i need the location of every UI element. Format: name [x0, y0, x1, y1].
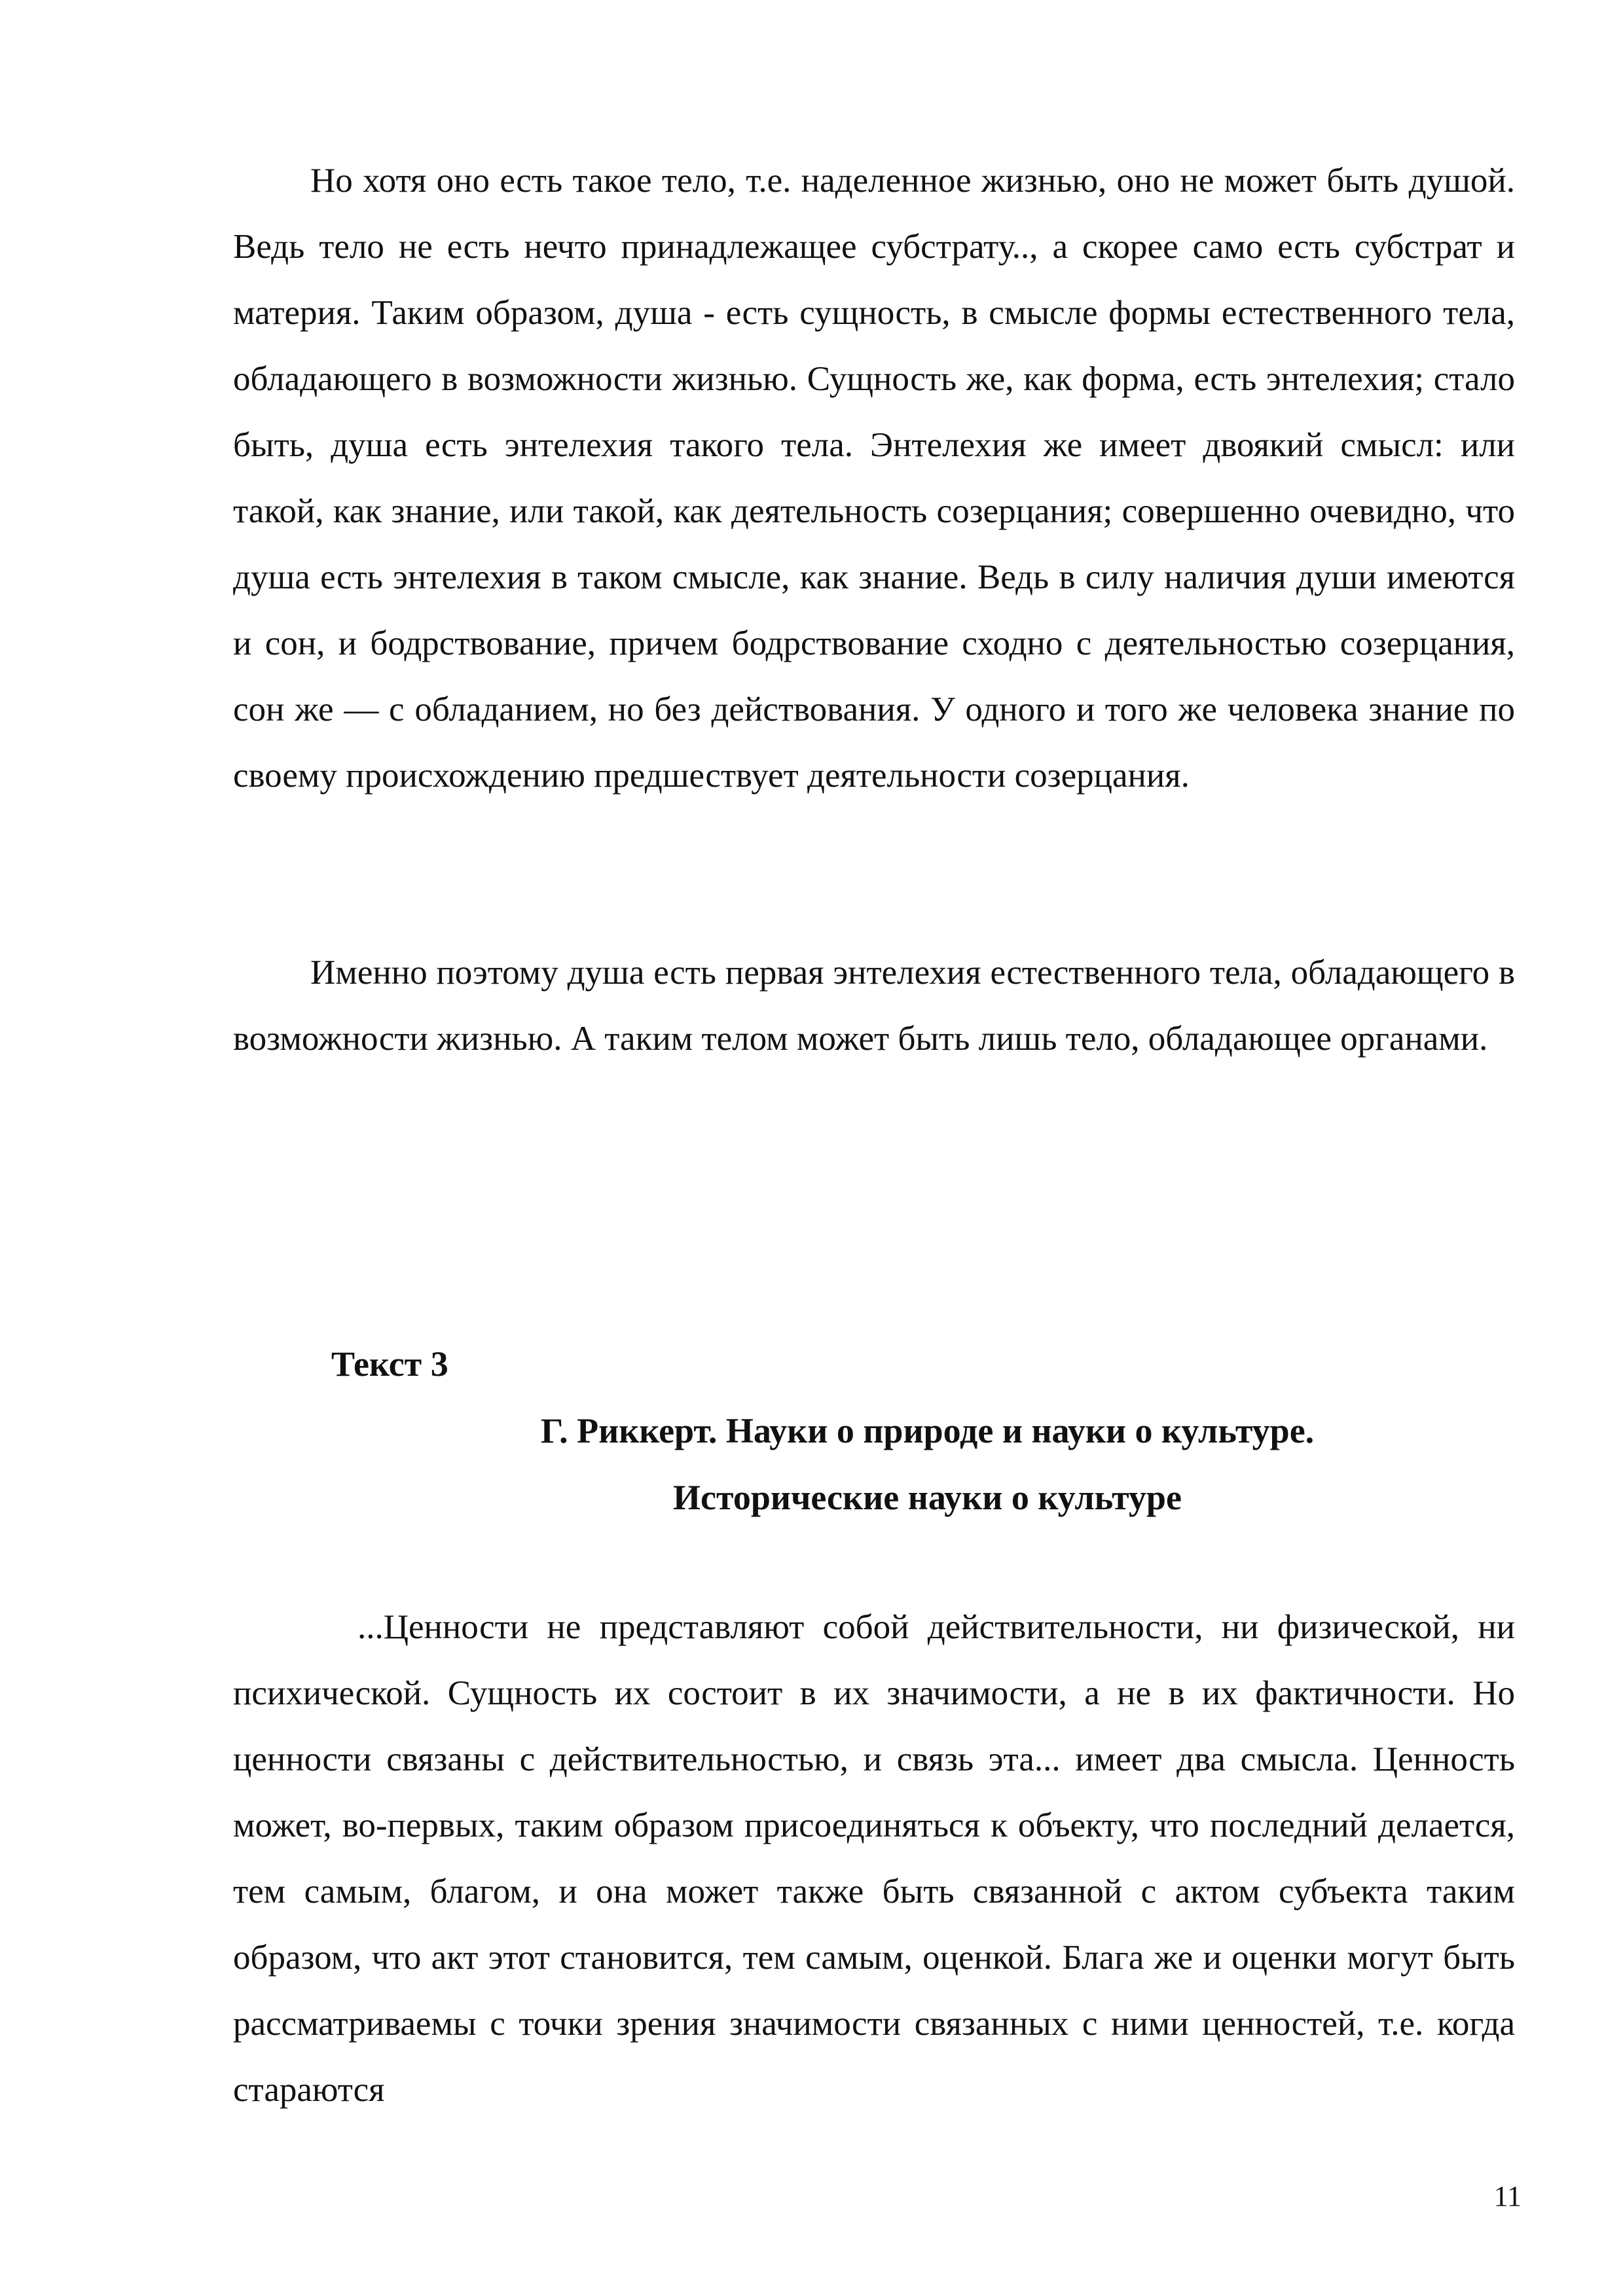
section-label: Текст 3: [331, 1344, 448, 1384]
paragraph-values: ...Ценности не представляют собой действительности, ни физической, ни психической. Сущность их состоит в их значимости, а не в их фактичности. Но ценности связаны с действительностью, и связь эта... имеет два смысла. Ценность может, во-первых, таким образом присоединяться к объекту, что последний делается, тем самым, благом, и она может также быть связанной с актом субъекта таким образом, что акт этот становится, тем самым, оценкой. Блага же и оценки могут быть рассматриваемы с точки зрения значимости связанных с ними ценностей, т.е. когда стараются: [233, 1608, 1515, 2109]
paragraph-first-entelechy: Именно поэтому душа есть первая энтелехия естественного тела, обладающего в возможности жизнью. А таким телом может быть лишь тело, обладающее органами.: [233, 954, 1515, 1058]
paragraph-soul-entelechy: Но хотя оно есть такое тело, т.е. наделенное жизнью, оно не может быть душой. Ведь тело не есть нечто принадлежащее субстрату.., а скорее само есть субстрат и материя. Таким образом, душа - есть сущность, в смысле формы естественного тела, обладающего в возможности жизнью. Сущность же, как форма, есть энтелехия; стало быть, душа есть энтелехия такого тела. Энтелехия же имеет двоякий смысл: или такой, как знание, или такой, как деятельность созерцания; совершенно очевидно, что душа есть энтелехия в таком смысле, как знание. Ведь в силу наличия души имеются и сон, и бодрствование, причем бодрствование сходно с деятельностью созерцания, сон же — с обладанием, но без действования. У одного и того же человека знание по своему происхождению предшествует деятельности созерцания.: [233, 162, 1515, 795]
section-title-line1: Г. Риккерт. Науки о природе и науки о культуре.: [540, 1411, 1315, 1450]
page-number: 11: [1493, 2180, 1522, 2212]
section-title-line2: Исторические науки о культуре: [673, 1478, 1182, 1517]
